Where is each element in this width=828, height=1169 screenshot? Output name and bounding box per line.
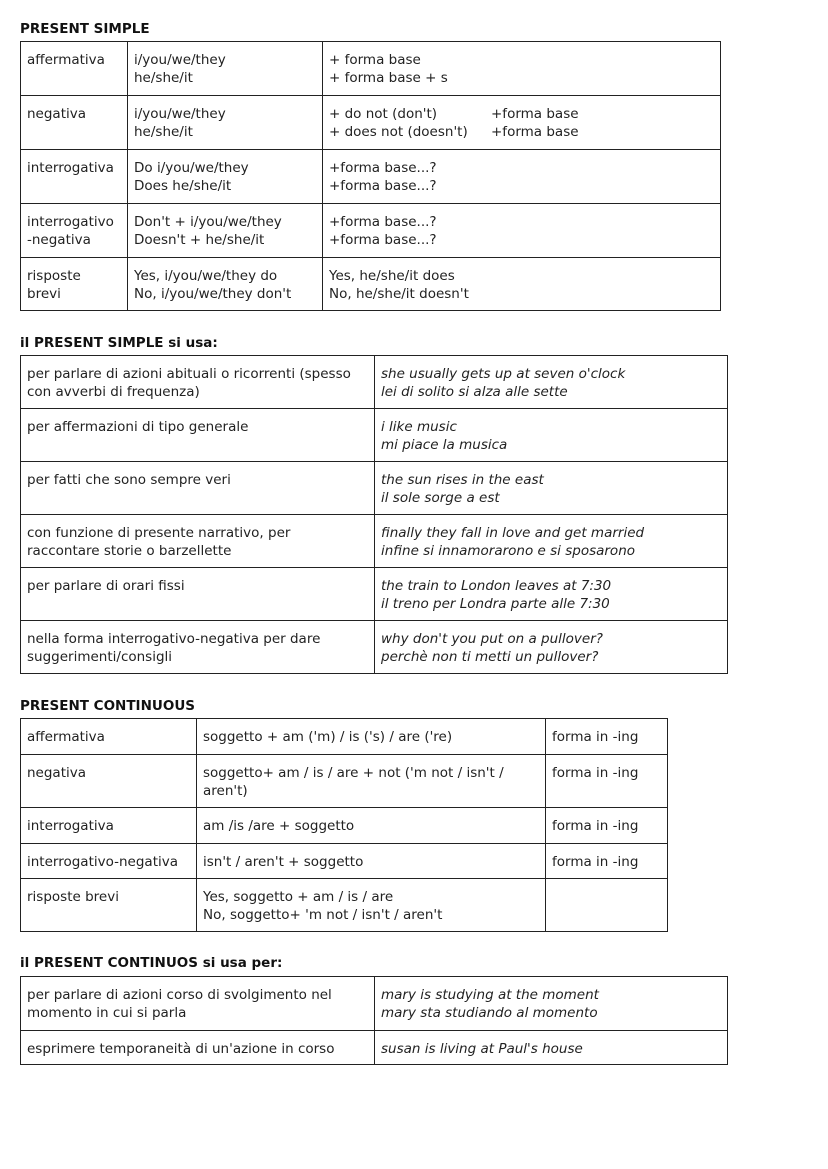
table-row [21,42,721,96]
cell-line: mi piace la musica [381,437,508,453]
subject-cell [128,96,323,150]
cell-line: +forma base...? [329,160,437,176]
cell-line: aren't) [203,783,248,799]
cell-line: i/you/we/they [134,106,226,122]
table-row [21,755,668,808]
cell-line: il treno per Londra parte alle 7:30 [381,596,610,612]
subject-cell [128,150,323,204]
cell-line: the train to London leaves at 7:30 [381,578,612,594]
cell-line: am /is /are + soggetto [203,818,355,834]
cell-line: soggetto + am ('m) / is ('s) / are ('re) [203,729,453,745]
cell-line: Yes, soggetto + am / is / are [203,889,394,905]
usage-cell [21,409,375,462]
present-simple-title: PRESENT SIMPLE [20,21,150,37]
form-type-cell [21,96,128,150]
cell-line: -negativa [27,232,91,248]
usage-cell [21,977,375,1031]
example-cell [375,977,728,1031]
form-type-cell: negativa [21,755,197,808]
table-row [21,409,728,462]
cell-line: raccontare storie o barzellette [27,543,232,559]
title-rest: si usa per: [198,955,283,971]
cell-line: momento in cui si parla [27,1005,187,1021]
structure-cell [197,808,546,844]
cell-line: finally they fall in love and get married [381,525,645,541]
cell-line: suggerimenti/consigli [27,649,173,665]
cell-line: Don't + i/you/we/they [134,214,282,230]
cell-line: per parlare di azioni corso di svolgimento nel [27,987,332,1003]
auxiliary: + does not (doesn't) [329,124,468,140]
cell-line: per parlare di orari fissi [27,578,185,594]
table-row [21,621,728,674]
verb-form-cell [323,96,721,150]
cell-line: risposte [27,268,81,284]
table-row [21,462,728,515]
subject-cell [128,258,323,311]
cell-line: susan is living at Paul's house [381,1041,583,1057]
cell-line: Yes, i/you/we/they do [134,268,278,284]
cell-line: the sun rises in the east [381,472,544,488]
form-type-cell [21,258,128,311]
present-simple-uses-title [20,335,218,351]
cell-line: lei di solito si alza alle sette [381,384,568,400]
usage-cell [21,462,375,515]
cell-line: Does he/she/it [134,178,232,194]
form-type-cell: risposte brevi [21,879,197,932]
structure-cell [197,755,546,808]
table-row [21,258,721,311]
cell-line: interrogativa [27,160,114,176]
verb-form-cell [323,204,721,258]
cell-line: i/you/we/they [134,52,226,68]
usage-cell [21,1031,375,1065]
verb-form-cell [323,42,721,96]
present-continuous-uses-table [20,976,728,1065]
auxiliary: + do not (don't) [329,106,438,122]
cell-line: she usually gets up at seven o'clock [381,366,626,382]
cell-line: per fatti che sono sempre veri [27,472,231,488]
table-row [21,96,721,150]
cell-line: mary sta studiando al momento [381,1005,598,1021]
present-continuous-title: PRESENT CONTINUOUS [20,698,195,714]
title-bold: il PRESENT CONTINUOS [20,955,198,971]
structure-cell [197,879,546,932]
table-row [21,150,721,204]
cell-line: Do i/you/we/they [134,160,249,176]
cell-line: il sole sorge a est [381,490,500,506]
structure-cell [197,719,546,755]
verb-form-cell: forma in -ing [546,844,668,879]
cell-line: No, he/she/it doesn't [329,286,469,302]
table-row [21,879,668,932]
cell-line [329,123,714,141]
cell-line: con funzione di presente narrativo, per [27,525,291,541]
cell-line: he/she/it [134,70,193,86]
base-form: +forma base [491,124,579,140]
cell-line: interrogativo [27,214,114,230]
verb-form-cell [323,258,721,311]
example-cell [375,462,728,515]
table-row [21,808,668,844]
present-continuous-uses-title [20,955,282,971]
form-type-cell [21,42,128,96]
cell-line: nella forma interrogativo-negativa per dare [27,631,321,647]
example-cell [375,621,728,674]
cell-line: i like music [381,419,457,435]
cell-line: + forma base + s [329,70,448,86]
table-row [21,204,721,258]
verb-form-cell: forma in -ing [546,755,668,808]
base-form: +forma base [491,106,579,122]
table-row [21,719,668,755]
cell-line: isn't / aren't + soggetto [203,854,364,870]
present-simple-uses-table [20,355,728,674]
present-continuous-table [20,718,668,932]
usage-cell [21,621,375,674]
cell-line: infine si innamorarono e si sposarono [381,543,636,559]
cell-line: per affermazioni di tipo generale [27,419,249,435]
form-type-cell: affermativa [21,719,197,755]
usage-cell [21,515,375,568]
title-bold: il PRESENT SIMPLE [20,335,164,351]
cell-line: per parlare di azioni abituali o ricorrenti (spesso [27,366,351,382]
table-row [21,844,668,879]
table-row [21,977,728,1031]
example-cell [375,1031,728,1065]
cell-line: +forma base...? [329,232,437,248]
cell-line: brevi [27,286,61,302]
verb-form-cell: forma in -ing [546,808,668,844]
example-cell [375,409,728,462]
form-type-cell [21,204,128,258]
cell-line: perchè non ti metti un pullover? [381,649,599,665]
cell-line: No, i/you/we/they don't [134,286,292,302]
usage-cell [21,356,375,409]
table-row [21,1031,728,1065]
cell-line [329,105,714,123]
cell-line: +forma base...? [329,214,437,230]
table-row [21,568,728,621]
cell-line: esprimere temporaneità di un'azione in corso [27,1041,335,1057]
cell-line: Yes, he/she/it does [329,268,455,284]
cell-line: he/she/it [134,124,193,140]
table-row [21,356,728,409]
structure-cell [197,844,546,879]
cell-line: why don't you put on a pullover? [381,631,603,647]
title-rest: si usa: [163,335,218,351]
cell-line: +forma base...? [329,178,437,194]
usage-cell [21,568,375,621]
cell-line: negativa [27,106,87,122]
example-cell [375,568,728,621]
cell-line: mary is studying at the moment [381,987,599,1003]
present-simple-table [20,41,721,311]
cell-line: + forma base [329,52,421,68]
cell-line: soggetto+ am / is / are + not ('m not / isn't / [203,765,504,781]
table-row [21,515,728,568]
verb-form-cell [323,150,721,204]
subject-cell [128,204,323,258]
form-type-cell: interrogativa [21,808,197,844]
cell-line: No, soggetto+ 'm not / isn't / aren't [203,907,443,923]
example-cell [375,515,728,568]
cell-line: Doesn't + he/she/it [134,232,265,248]
cell-line: con avverbi di frequenza) [27,384,200,400]
cell-line: affermativa [27,52,105,68]
form-type-cell: interrogativo-negativa [21,844,197,879]
form-type-cell [21,150,128,204]
verb-form-cell [546,879,668,932]
example-cell [375,356,728,409]
subject-cell [128,42,323,96]
verb-form-cell: forma in -ing [546,719,668,755]
